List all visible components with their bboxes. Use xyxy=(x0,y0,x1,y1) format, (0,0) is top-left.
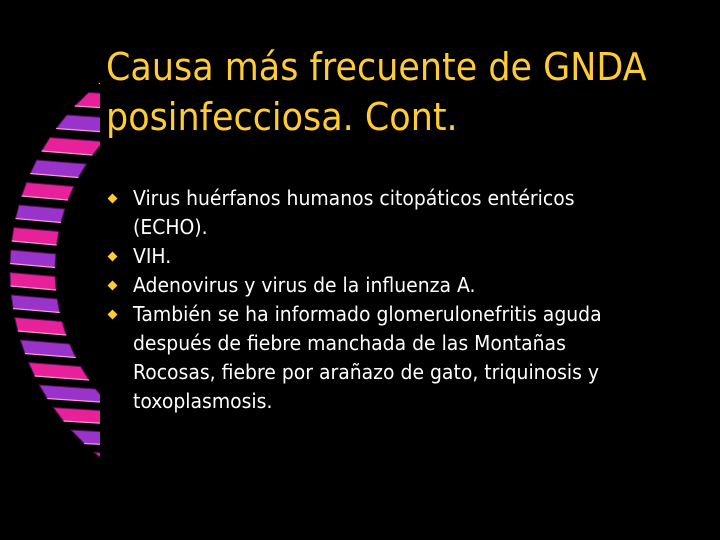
ribbon-segment xyxy=(10,250,56,268)
ribbon-fold-highlight xyxy=(99,84,100,88)
ribbon-segment xyxy=(22,183,74,201)
bullet-text xyxy=(133,271,672,300)
bullet-line: También se ha informado glomerulonefritis aguda xyxy=(133,302,602,326)
bullet-line: (ECHO). xyxy=(133,215,208,239)
ribbon-segment xyxy=(94,453,100,471)
bullet-text xyxy=(133,184,672,242)
bullet-item-adenovirus xyxy=(106,271,706,300)
bullet-line: después de fiebre manchada de las Montañas xyxy=(133,331,566,355)
decorative-ribbon-icon xyxy=(0,0,100,540)
bullet-line: VIH. xyxy=(133,244,172,268)
bullet-line: Adenovirus y virus de la influenza A. xyxy=(133,273,476,297)
bullet-text xyxy=(133,242,672,271)
ribbon-segment xyxy=(99,70,100,88)
bullet-line: Rocosas, fiebre por arañazo de gato, triquinosis y xyxy=(133,360,600,384)
ribbon-fold-highlight xyxy=(84,444,100,448)
bullet-line: toxoplasmosis. xyxy=(133,389,273,413)
ribbon-segment xyxy=(16,205,65,223)
slide-title-line-2: posinfecciosa. Cont. xyxy=(106,95,458,139)
bullet-item-echo xyxy=(106,184,706,242)
slide-title-line-1: Causa más frecuente de GNDA xyxy=(106,45,647,89)
ribbon-segment xyxy=(71,430,100,448)
ribbon-segment xyxy=(30,160,86,178)
ribbon-segment xyxy=(12,228,59,246)
diamond-bullet-icon xyxy=(108,310,118,320)
ribbon-segment xyxy=(42,138,100,156)
ribbon-segment xyxy=(10,273,56,291)
bullet-list xyxy=(106,184,706,416)
bullet-line: Virus huérfanos humanos citopáticos entéricos xyxy=(133,186,575,210)
bullet-item-vih xyxy=(106,242,706,271)
diamond-bullet-icon xyxy=(108,194,118,204)
diamond-bullet-icon xyxy=(108,281,118,291)
diamond-bullet-icon xyxy=(108,252,118,262)
slide-title xyxy=(106,42,667,142)
bullet-text xyxy=(133,300,672,416)
bullet-item-glomerulonefritis xyxy=(106,300,706,416)
